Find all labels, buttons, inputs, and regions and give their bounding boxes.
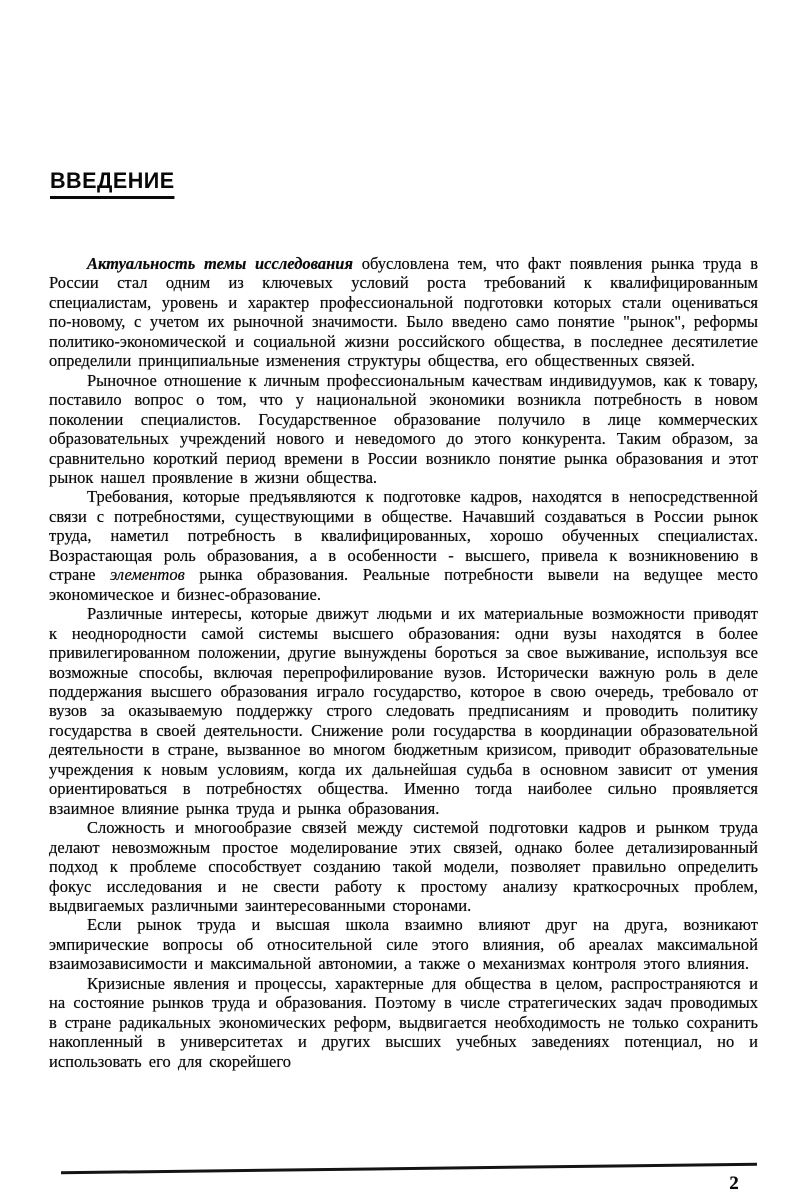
paragraph [49,371,758,488]
paragraph [49,818,758,915]
text-segment: обусловлена тем, что факт появления рынка труда в России стал одним из ключевых условий роста требований к квалифицированным специалистам, уровень и характер профессиональной подготовки которых стали оцениваться по-новому, с учетом их рыночной значимости. Было введено само понятие "рынок", реформы политико-экономической и социальной жизни российского общества, в последнее десятилетие определили принципиальные изменения структуры общества, его общественных связей. [49,254,759,371]
text-segment: Рыночное отношение к личным профессиональным качествам индивидуумов, как к товару, поставило вопрос о том, что у национальной экономики возникла потребность в новом поколении специалистов. Государственное образование получило в лице коммерческих образовательных учреждений нового и неведомого до этого конкурента. Таким образом, за сравнительно короткий период времени в России возникло понятие рынка образования и этот рынок нашел проявление в жизни общества. [49,370,758,487]
page-number: 2 [729,1173,739,1194]
paragraph [49,974,758,1071]
text-segment: Различные интересы, которые движут людьми и их материальные возможности приводят к неоднородности самой системы высшего образования: одни вузы находятся в более привилегированном положении, другие вынуждены бороться за свое выживание, используя все возможные способы, включая перепрофилирование вузов. Исторически важную роль в деле поддержания высшего образования играло государство, которое в свою очередь, требовало от вузов за оказываемую поддержку строго следовать предписаниям и проводить политику государства в своей деятельности. Снижение роли государства в координации образовательной деятельности в стране, вызванное во многом бюджетным кризисом, приводит образовательные учреждения к новым условиям, когда их дальнейшая судьба в основном зависит от умения ориентироваться в потребностях общества. Именно тогда наиболее сильно проявляется взаимное влияние рынка труда и рынка образования. [49,604,758,818]
paragraph [49,915,758,973]
text-segment: Сложность и многообразие связей между системой подготовки кадров и рынком труда делают невозможным простое моделирование этих связей, однако более детализированный подход к проблеме способствует созданию такой модели, позволяет правильно определить фокус исследования и не свести работу к простому анализу краткосрочных проблем, выдвигаемых различными заинтересованными сторонами. [49,818,758,915]
paragraph [49,254,758,371]
text-segment: Если рынок труда и высшая школа взаимно влияют друг на друга, возникают эмпирические вопросы об относительной силе этого влияния, об ареалах максимальной взаимозависимости и максимальной автономии, а также о механизмах контроля этого влияния. [49,915,758,974]
text-segment: Актуальность темы исследования [87,254,353,273]
paragraph [49,604,758,818]
text-segment: Требования, которые предъявляются к подготовке кадров, находятся в непосредственной связи с потребностями, существующими в обществе. Начавший создаваться в России рынок труда, наметил потребность в квалифицированных, хорошо обученных специалистах. Возрастающая роль образования, а в особенности - высшего, привела к возникновению в стране [49,487,758,585]
text-segment: рынка образования. Реальные потребности вывели на ведущее место экономическое и бизнес-образование. [49,565,758,604]
page-title: ВВЕДЕНИЕ [50,168,175,199]
body-text [49,254,758,1071]
footer-rule [61,1163,757,1175]
paragraph [49,487,758,604]
text-segment: элементов [109,565,185,585]
text-segment: Кризисные явления и процессы, характерные для общества в целом, распространяются и на состояние рынков труда и образования. Поэтому в числе стратегических задач проводимых в стране радикальных экономических реформ, выдвигается необходимость не только сохранить накопленный в университетах и других высших учебных заведениях потенциал, но и использовать его для скорейшего [49,973,758,1071]
